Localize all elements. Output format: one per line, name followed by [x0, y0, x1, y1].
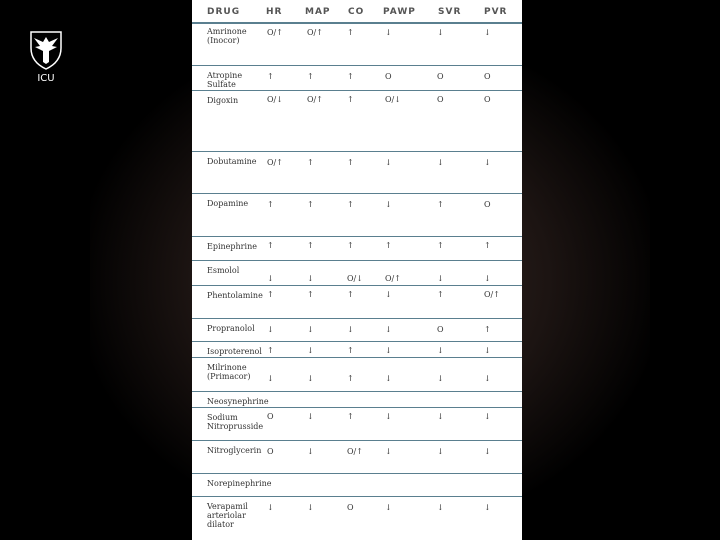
pvr-value: O: [484, 95, 491, 104]
svr-value: ↓: [437, 28, 444, 37]
map-value: ↓: [307, 325, 314, 334]
co-value: ↑: [347, 95, 354, 104]
pvr-value: ↑: [484, 325, 491, 334]
svr-value: O: [437, 95, 444, 104]
pawp-value: ↓: [385, 346, 392, 355]
drug-name: Dobutamine: [207, 157, 257, 166]
header-svr: SVR: [438, 7, 462, 17]
pawp-value: O: [385, 72, 392, 81]
svr-value: ↑: [437, 200, 444, 209]
co-value: ↑: [347, 28, 354, 37]
pawp-value: ↓: [385, 374, 392, 383]
svr-value: ↑: [437, 290, 444, 299]
hr-value: O/↓: [267, 95, 283, 104]
table-row: [192, 287, 522, 319]
header-map: MAP: [305, 7, 331, 17]
hr-value: ↓: [267, 374, 274, 383]
svr-value: ↓: [437, 158, 444, 167]
map-value: ↓: [307, 412, 314, 421]
drug-name: Esmolol: [207, 266, 240, 275]
svr-value: ↓: [437, 503, 444, 512]
header-pawp: PAWP: [383, 7, 416, 17]
hr-value: ↑: [267, 72, 274, 81]
pawp-value: ↓: [385, 412, 392, 421]
pawp-value: ↓: [385, 503, 392, 512]
drug-name: Sodium Nitroprusside: [207, 413, 264, 431]
pawp-value: ↓: [385, 200, 392, 209]
co-value: ↑: [347, 72, 354, 81]
co-value: ↑: [347, 290, 354, 299]
svr-value: O: [437, 325, 444, 334]
drug-name: Neosynephrine: [207, 397, 269, 406]
hr-value: O: [267, 447, 274, 456]
header-hr: HR: [266, 7, 283, 17]
pvr-value: O/↑: [484, 290, 500, 299]
hr-value: ↓: [267, 503, 274, 512]
co-value: ↑: [347, 200, 354, 209]
pvr-value: ↓: [484, 503, 491, 512]
table-row: [192, 442, 522, 474]
drug-name: Phentolamine: [207, 291, 263, 300]
table-row: [192, 23, 522, 66]
drug-name: Isoproterenol: [207, 347, 262, 356]
pvr-value: ↓: [484, 447, 491, 456]
svr-value: O: [437, 72, 444, 81]
table-row: [192, 393, 522, 408]
logo-label: ICU: [37, 73, 55, 84]
map-value: ↑: [307, 72, 314, 81]
svr-value: ↓: [437, 274, 444, 283]
svr-value: ↓: [437, 447, 444, 456]
pawp-value: ↓: [385, 290, 392, 299]
hr-value: ↑: [267, 290, 274, 299]
drug-name: Norepinephrine: [207, 479, 272, 488]
drug-name: Nitroglycerin: [207, 446, 262, 455]
hr-value: ↑: [267, 346, 274, 355]
pawp-value: ↓: [385, 28, 392, 37]
table-row: [192, 67, 522, 91]
drug-name: Verapamil arteriolar dilator: [207, 502, 248, 529]
table-row: [192, 195, 522, 237]
table-row: [192, 409, 522, 441]
hr-value: ↓: [267, 274, 274, 283]
co-value: ↑: [347, 241, 354, 250]
map-value: ↓: [307, 503, 314, 512]
drug-name: Digoxin: [207, 96, 239, 105]
pvr-value: O: [484, 72, 491, 81]
hr-value: O/↑: [267, 158, 283, 167]
hr-value: O/↑: [267, 28, 283, 37]
table-row: [192, 153, 522, 194]
drug-name: Milrinone (Primacor): [207, 363, 251, 381]
pvr-value: ↓: [484, 28, 491, 37]
pawp-value: ↑: [385, 241, 392, 250]
pvr-value: ↓: [484, 158, 491, 167]
co-value: O/↑: [347, 447, 363, 456]
co-value: ↑: [347, 412, 354, 421]
pawp-value: ↓: [385, 325, 392, 334]
table-row: [192, 92, 522, 152]
header-co: CO: [348, 7, 365, 17]
table-row: [192, 320, 522, 342]
map-value: ↑: [307, 290, 314, 299]
drug-name: Amrinone (Inocor): [207, 27, 247, 45]
table-row: [192, 359, 522, 392]
co-value: ↓: [347, 325, 354, 334]
table-row: [192, 238, 522, 261]
map-value: ↓: [307, 274, 314, 283]
co-value: O/↓: [347, 274, 363, 283]
drug-name: Dopamine: [207, 199, 249, 208]
drug-name: Atropine Sulfate: [207, 71, 243, 89]
map-value: ↓: [307, 346, 314, 355]
map-value: ↓: [307, 447, 314, 456]
pawp-value: ↓: [385, 447, 392, 456]
co-value: O: [347, 503, 354, 512]
table-row: [192, 262, 522, 286]
hr-value: ↑: [267, 200, 274, 209]
svr-value: ↓: [437, 374, 444, 383]
co-value: ↑: [347, 374, 354, 383]
icu-logo: [28, 30, 64, 86]
map-value: O/↑: [307, 95, 323, 104]
table-header: [192, 0, 522, 24]
pvr-value: ↑: [484, 241, 491, 250]
table-row: [192, 475, 522, 497]
table-row: [192, 498, 522, 538]
pawp-value: O/↓: [385, 95, 401, 104]
pvr-value: ↓: [484, 374, 491, 383]
hr-value: O: [267, 412, 274, 421]
map-value: O/↑: [307, 28, 323, 37]
hr-value: ↑: [267, 241, 274, 250]
bottom-edge: [192, 536, 258, 540]
svr-value: ↓: [437, 412, 444, 421]
drug-effects-table: [192, 0, 522, 540]
drug-name: Propranolol: [207, 324, 255, 333]
pvr-value: ↓: [484, 274, 491, 283]
map-value: ↑: [307, 200, 314, 209]
svr-value: ↑: [437, 241, 444, 250]
hr-value: ↓: [267, 325, 274, 334]
pawp-value: O/↑: [385, 274, 401, 283]
header-drug: DRUG: [207, 7, 241, 17]
pvr-value: ↓: [484, 346, 491, 355]
map-value: ↑: [307, 158, 314, 167]
pawp-value: ↓: [385, 158, 392, 167]
map-value: ↑: [307, 241, 314, 250]
pvr-value: ↓: [484, 412, 491, 421]
table-row: [192, 343, 522, 358]
svr-value: ↓: [437, 346, 444, 355]
co-value: ↑: [347, 158, 354, 167]
map-value: ↓: [307, 374, 314, 383]
pvr-value: O: [484, 200, 491, 209]
eagle-shield-icon: [28, 30, 64, 70]
drug-name: Epinephrine: [207, 242, 257, 251]
header-pvr: PVR: [484, 7, 508, 17]
co-value: ↑: [347, 346, 354, 355]
